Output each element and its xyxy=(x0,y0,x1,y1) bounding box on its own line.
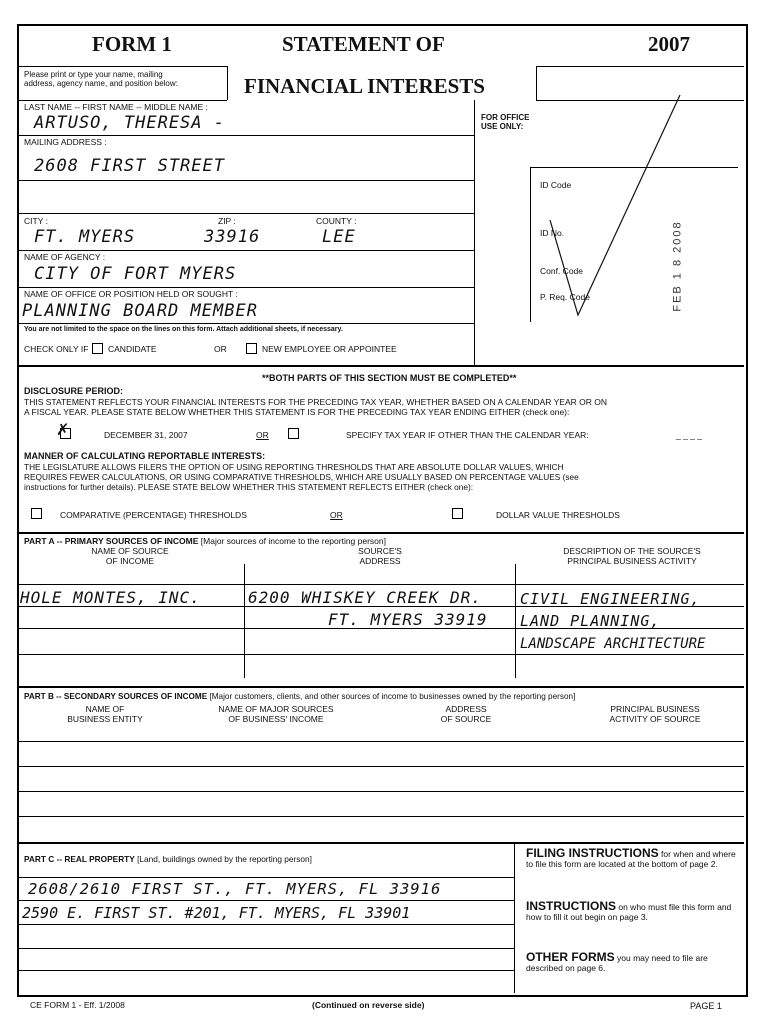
filing-instructions: FILING INSTRUCTIONS for when and where to file this form are located at the bottom of page 2. xyxy=(526,846,736,869)
comparative-checkbox[interactable] xyxy=(31,508,42,519)
part-b-heading: PART B -- SECONDARY SOURCES OF INCOME [Major customers, clients, and other sources of income to businesses owned by the reporting person] xyxy=(24,692,576,701)
office-value[interactable]: PLANNING BOARD MEMBER xyxy=(22,301,258,321)
part-a-row1-address[interactable]: 6200 WHISKEY CREEK DR. xyxy=(248,588,482,607)
candidate-checkbox[interactable] xyxy=(92,343,103,354)
conf-code-label: Conf. Code xyxy=(540,266,583,276)
check-x-mark: ✗ xyxy=(56,422,70,439)
id-no-label: ID No. xyxy=(540,228,565,238)
agency-value[interactable]: CITY OF FORT MYERS xyxy=(34,264,237,284)
received-stamp: FEB 1 8 2008 xyxy=(671,220,684,312)
title-line2: FINANCIAL INTERESTS xyxy=(244,74,485,98)
address-label: MAILING ADDRESS : xyxy=(24,137,107,147)
limit-note: You are not limited to the space on the lines on this form. Attach additional sheets, if necessary. xyxy=(24,326,343,333)
part-b-col4: PRINCIPAL BUSINESS ACTIVITY OF SOURCE xyxy=(609,704,701,724)
name-value[interactable]: ARTUSO, THERESA - xyxy=(34,113,225,133)
disclosure-banner: **BOTH PARTS OF THIS SECTION MUST BE COMPLETED** xyxy=(262,373,517,383)
footer-page: PAGE 1 xyxy=(690,1001,722,1011)
new-employee-label: NEW EMPLOYEE OR APPOINTEE xyxy=(262,344,397,354)
check-only-label: CHECK ONLY IF xyxy=(24,344,89,354)
title-line1: STATEMENT OF xyxy=(282,32,445,56)
dollar-label: DOLLAR VALUE THRESHOLDS xyxy=(496,510,620,520)
or-text-1: OR xyxy=(256,430,269,440)
county-value[interactable]: LEE xyxy=(322,227,356,247)
period-text: THIS STATEMENT REFLECTS YOUR FINANCIAL INTERESTS FOR THE PRECEDING TAX YEAR, WHETHER BASED ON A CALENDAR YEAR OR ON A FISCAL YEAR. PLEASE STATE BELOW WHETHER THIS STATEMENT IS FOR THE PRECEDING TAX YEAR ENDING EITHER (check one): xyxy=(24,397,607,417)
office-use-label: FOR OFFICE USE ONLY: xyxy=(481,113,530,131)
print-note: Please print or type your name, mailing address, agency name, and position below: xyxy=(24,70,178,88)
part-c-row2[interactable]: 2590 E. FIRST ST. #201, FT. MYERS, FL 33901 xyxy=(22,904,411,922)
part-a-col1: NAME OF SOURCE OF INCOME xyxy=(91,546,169,566)
other-forms: OTHER FORMS you may need to file are described on page 6. xyxy=(526,950,708,973)
part-b-col1: NAME OF BUSINESS ENTITY xyxy=(67,704,143,724)
part-a-heading: PART A -- PRIMARY SOURCES OF INCOME [Major sources of income to the reporting person] xyxy=(24,536,386,546)
part-a-row2-address[interactable]: FT. MYERS 33919 xyxy=(328,610,488,629)
part-b-col2: NAME OF MAJOR SOURCES OF BUSINESS' INCOME xyxy=(218,704,334,724)
name-label: LAST NAME -- FIRST NAME -- MIDDLE NAME : xyxy=(24,102,208,112)
part-a-row2-desc[interactable]: LAND PLANNING, xyxy=(520,612,661,630)
form-number: FORM 1 xyxy=(92,32,172,56)
county-label: COUNTY : xyxy=(316,216,357,226)
part-a-row1-name[interactable]: HOLE MONTES, INC. xyxy=(20,588,201,607)
or-text-2: OR xyxy=(330,510,343,520)
footer-continued: (Continued on reverse side) xyxy=(312,1000,425,1010)
comparative-label: COMPARATIVE (PERCENTAGE) THRESHOLDS xyxy=(60,510,247,520)
or-label: OR xyxy=(214,344,227,354)
tax-year-checkbox[interactable] xyxy=(288,428,299,439)
part-b-col3: ADDRESS OF SOURCE xyxy=(440,704,492,724)
part-a-col2: SOURCE'S ADDRESS xyxy=(358,546,402,566)
candidate-label: CANDIDATE xyxy=(108,344,157,354)
option-calendar-year: DECEMBER 31, 2007 xyxy=(104,430,188,440)
part-c-row1[interactable]: 2608/2610 FIRST ST., FT. MYERS, FL 33916 xyxy=(28,880,442,898)
zip-value[interactable]: 33916 xyxy=(204,227,261,247)
city-value[interactable]: FT. MYERS xyxy=(34,227,136,247)
address-value[interactable]: 2608 FIRST STREET xyxy=(34,156,225,176)
footer-form-id: CE FORM 1 - Eff. 1/2008 xyxy=(30,1000,125,1010)
part-a-col3: DESCRIPTION OF THE SOURCE'S PRINCIPAL BUSINESS ACTIVITY xyxy=(563,546,701,566)
dollar-checkbox[interactable] xyxy=(452,508,463,519)
checkmark-mark xyxy=(530,70,730,320)
manner-text: THE LEGISLATURE ALLOWS FILERS THE OPTION OF USING REPORTING THRESHOLDS THAT ARE ABSOLUTE DOLLAR VALUES, WHICH REQUIRES FEWER CALCULATIONS, OR USING COMPARATIVE THRESHOLDS, WHICH ARE USUALLY BASED ON PERCENTAGE VALUES (see instructions for further details). PLEASE STATE BELOW WHETHER THIS STATEMENT REFLECTS EITHER (check one): xyxy=(24,462,579,492)
part-a-row3-desc[interactable]: LANDSCAPE ARCHITECTURE xyxy=(520,636,706,652)
period-heading: DISCLOSURE PERIOD: xyxy=(24,386,124,396)
zip-label: ZIP : xyxy=(218,216,236,226)
part-c-heading: PART C -- REAL PROPERTY [Land, buildings owned by the reporting person] xyxy=(24,854,312,864)
office-label: NAME OF OFFICE OR POSITION HELD OR SOUGHT : xyxy=(24,289,238,299)
manner-heading: MANNER OF CALCULATING REPORTABLE INTERESTS: xyxy=(24,451,266,461)
tax-year-blank[interactable]: _ _ _ _ xyxy=(676,430,702,440)
part-a-row1-desc[interactable]: CIVIL ENGINEERING, xyxy=(520,590,701,608)
option-tax-year: SPECIFY TAX YEAR IF OTHER THAN THE CALENDAR YEAR: xyxy=(346,430,589,440)
form-year: 2007 xyxy=(648,32,690,56)
new-employee-checkbox[interactable] xyxy=(246,343,257,354)
city-label: CITY : xyxy=(24,216,48,226)
instructions-block: INSTRUCTIONS on who must file this form and how to fill it out begin on page 3. xyxy=(526,899,732,922)
agency-label: NAME OF AGENCY : xyxy=(24,252,106,262)
id-code-label: ID Code xyxy=(540,180,572,190)
p-req-code-label: P. Req. Code xyxy=(540,292,590,302)
